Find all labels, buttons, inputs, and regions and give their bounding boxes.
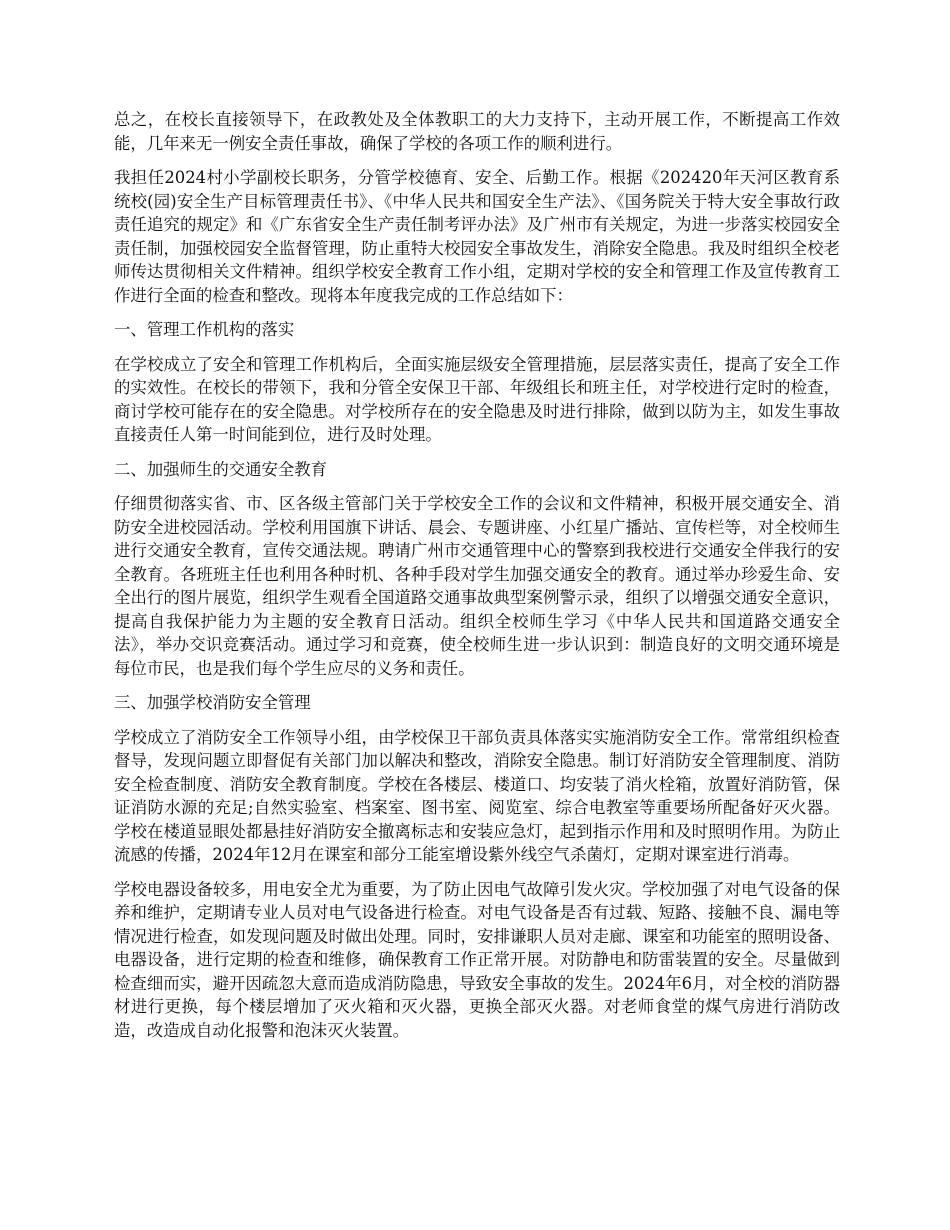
paragraph-traffic: 仔细贯彻落实省、市、区各级主管部门关于学校安全工作的会议和文件精神，积极开展交通安全、消防安全进校园活动。学校利用国旗下讲话、晨会、专题讲座、小红星广播站、宣传栏等，对全校师生进行交通安全教育，宣传交通法规。聘请广州市交通管理中心的警察到我校进行交通安全伴我行的安全教育。各班班主任也利用各种时机、各种手段对学生加强交通安全的教育。通过举办珍爱生命、安全出行的图片展览，组织学生观看全国道路交通事故典型案例警示录，组织了以增强交通安全意识，提高自我保护能力为主题的安全教育日活动。组织全校师生学习《中华人民共和国道路交通安全法》，举办交识竞赛活动。通过学习和竞赛，使全校师生进一步认识到：制造良好的文明交通环境是每位市民，也是我们每个学生应尽的义务和责任。	[114, 494, 840, 678]
paragraph-management: 在学校成立了安全和管理工作机构后，全面实施层级安全管理措施，层层落实责任，提高了安全工作的实效性。在校长的带领下，我和分管全安保卫干部、年级组长和班主任，对学校进行定时的检查，商讨学校可能存在的安全隐患。对学校所存在的安全隐患及时进行排除，做到以防为主，如发生事故直接责任人第一时间能到位，进行及时处理。	[114, 354, 840, 444]
paragraph-introduction: 我担任2024村小学副校长职务，分管学校德育、安全、后勤工作。根据《202420年天河区教育系统校(园)安全生产目标管理责任书》、《中华人民共和国安全生产法》、《国务院关于特大安全事故行政责任追究的规定》和《广东省安全生产责任制考评办法》及广州市有关规定，为进一步落实校园安全责任制，加强校园安全监督管理，防止重特大校园安全事故发生，消除安全隐患。我及时组织全校老师传达贯彻相关文件精神。组织学校安全教育工作小组，定期对学校的安全和管理工作及宣传教育工作进行全面的检查和整改。现将本年度我完成的工作总结如下：	[114, 168, 840, 305]
section-heading-management: 一、管理工作机构的落实	[114, 320, 295, 339]
document-body	[114, 108, 840, 1053]
section-heading-traffic: 二、加强师生的交通安全教育	[114, 459, 328, 479]
paragraph-electrical-safety: 学校电器设备较多，用电安全尤为重要，为了防止因电气故障引发火灾。学校加强了对电气设备的保养和维护，定期请专业人员对电气设备进行检查。对电气设备是否有过载、短路、接触不良、漏电等情况进行检查，如发现问题及时做出处理。同时，安排谦职人员对走廊、课室和功能室的照明设备、电器设备，进行定期的检查和维修，确保教育工作正常开展。对防静电和防雷装置的安全。尽量做到检查细而实，避开因疏忽大意而造成消防隐患，导致安全事故的发生。2024年6月，对全校的消防器材进行更换，每个楼层增加了灭火箱和灭火器，更换全部灭火器。对老师食堂的煤气房进行消防改造，改造成自动化报警和泡沫灭火装置。	[114, 879, 840, 1040]
paragraph-fire-safety: 学校成立了消防安全工作领导小组，由学校保卫干部负责具体落实实施消防安全工作。常常组织检查督导，发现问题立即督促有关部门加以解决和整改，消除安全隐患。制订好消防安全管理制度、消防安全检查制度、消防安全教育制度。学校在各楼层、楼道口、均安装了消火栓箱，放置好消防管，保证消防水源的充足;自然实验室、档案室、图书室、阅览室、综合电教室等重要场所配备好灭火器。学校在楼道显眼处都悬挂好消防安全撤离标志和安装应急灯，起到指示作用和及时照明作用。为防止流感的传播，2024年12月在课室和部分工能室增设紫外线空气杀菌灯，定期对课室进行消毒。	[114, 727, 840, 864]
paragraph-summary: 总之，在校长直接领导下，在政教处及全体教职工的大力支持下，主动开展工作，不断提高工作效能，几年来无一例安全责任事故，确保了学校的各项工作的顺利进行。	[114, 110, 840, 153]
section-heading-fire-safety: 三、加强学校消防安全管理	[114, 693, 311, 712]
